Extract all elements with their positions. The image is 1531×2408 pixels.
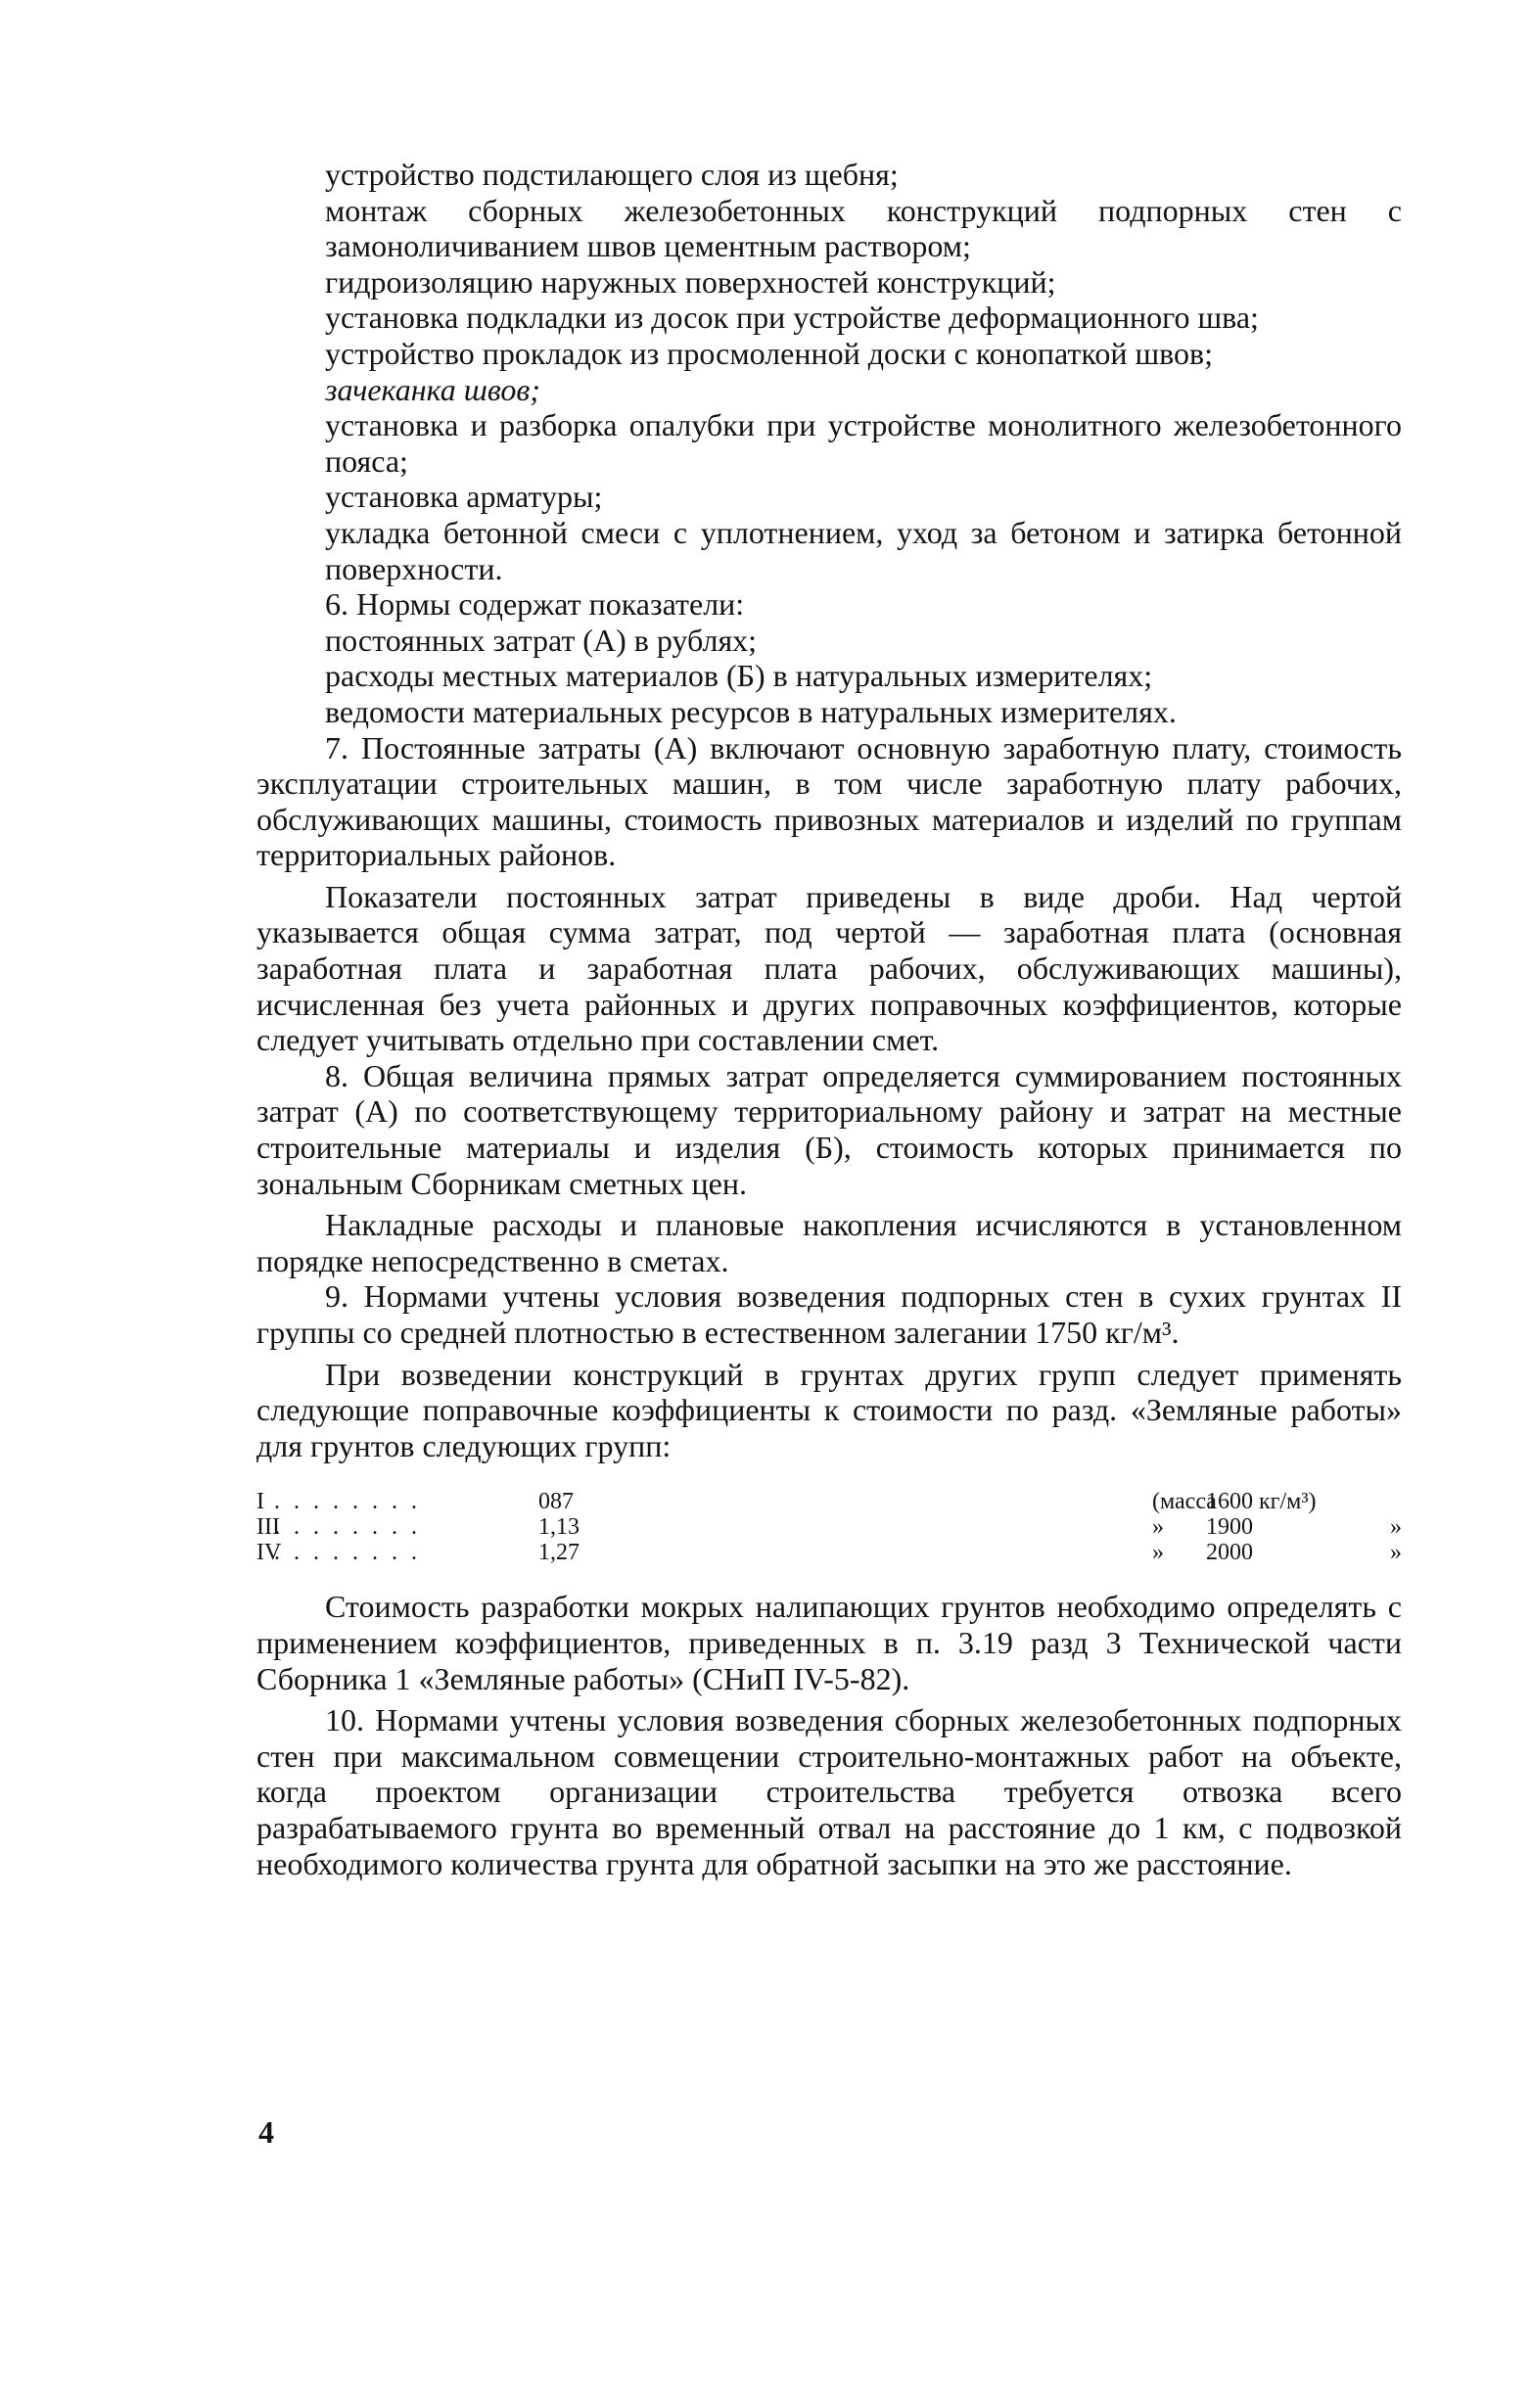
section-9-paragraph-2: При возведении конструкций в грунтах других групп следует применять следующие поправочные коэффициенты к стоимости по разд. «Земляные работы» для грунтов следующих групп: <box>256 1356 1402 1463</box>
list-item: расходы местных материалов (Б) в натуральных измерителях; <box>325 658 1153 694</box>
section-9-paragraph-3: Стоимость разработки мокрых налипающих грунтов необходимо определять с применением коэффициентов, приведенных в п. 3.19 разд 3 Технической части Сборника 1 «Земляные работы» (СНиП IV-5-82). <box>256 1589 1402 1696</box>
mass-value: 1900 <box>1206 1514 1253 1541</box>
leader-dots: . . . . . . . . <box>274 1489 421 1515</box>
leader-dots: . . . . . . . . <box>274 1540 421 1566</box>
coefficient-value: 1,13 <box>538 1514 580 1541</box>
ditto-mark: » <box>1390 1514 1402 1541</box>
list-item: установка и разборка опалубки при устройстве монолитного железобетонного пояса; <box>325 407 1402 479</box>
list-item: установка арматуры; <box>325 479 603 515</box>
ditto-mark: » <box>1152 1514 1164 1541</box>
table-row <box>256 1540 1402 1565</box>
group-name: III <box>256 1514 280 1541</box>
list-item: установка подкладки из досок при устройстве деформационного шва; <box>325 300 1259 336</box>
coefficient-table <box>256 1489 1402 1565</box>
section-10-paragraph: 10. Нормами учтены условия возведения сборных железобетонных подпорных стен при максимальном совмещении строительно-монтажных работ на объекте, когда проектом организации строительства требуется отвозка всего разрабатываемого грунта во временный отвал на расстояние до 1 км, с подвозкой необходимого количества грунта для обратной засыпки на это же расстояние. <box>256 1702 1402 1881</box>
coefficient-value: 1,27 <box>538 1540 580 1566</box>
mass-value: 2000 <box>1206 1540 1253 1566</box>
section-7-paragraph-2: Показатели постоянных затрат приведены в виде дроби. Над чертой указывается общая сумма затрат, под чертой — заработная плата (основная заработная плата и заработная плата рабочих, обслуживающих машины), исчисленная без учета районных и других поправочных коэффициентов, которые следует учитывать отдельно при составлении смет. <box>256 878 1402 1058</box>
list-item: гидроизоляцию наружных поверхностей конструкций; <box>325 263 1056 300</box>
section-8-paragraph: 8. Общая величина прямых затрат определяется суммированием постоянных затрат (А) по соответствующему территориальному району и затрат на местные строительные материалы и изделия (Б), стоимость которых принимается по зональным Сборникам сметных цен. <box>256 1057 1402 1201</box>
document-page <box>256 157 1402 1881</box>
list-item: зачеканка швов; <box>325 371 540 407</box>
list-item: ведомости материальных ресурсов в натуральных измерителях. <box>325 693 1177 729</box>
group-name: IV <box>256 1540 282 1566</box>
page-number: 4 <box>258 2114 274 2150</box>
section-7-paragraph: 7. Постоянные затраты (А) включают основную заработную плату, стоимость эксплуатации строительных машин, в том числе заработную плату рабочих, обслуживающих машины, стоимость привозных материалов и изделий по группам территориальных районов. <box>256 729 1402 873</box>
coefficient-value: 087 <box>538 1489 574 1515</box>
list-item: укладка бетонной смеси с уплотнением, уход за бетоном и затирка бетонной поверхности. <box>325 514 1402 586</box>
leader-dots: . . . . . . . . <box>274 1514 421 1541</box>
ditto-mark: » <box>1152 1540 1164 1566</box>
ditto-mark: » <box>1390 1540 1402 1566</box>
section-8-paragraph-2: Накладные расходы и плановые накопления исчисляются в установленном порядке непосредственно в сметах. <box>256 1207 1402 1278</box>
section-9-paragraph: 9. Нормами учтены условия возведения подпорных стен в сухих грунтах II группы со средней плотностью в естественном залегании 1750 кг/м³. <box>256 1278 1402 1350</box>
table-row <box>256 1489 1402 1514</box>
list-item: устройство подстилающего слоя из щебня; <box>325 157 899 192</box>
table-row <box>256 1514 1402 1540</box>
list-item: монтаж сборных железобетонных конструкций подпорных стен с замоноличиванием швов цементным раствором; <box>325 192 1402 264</box>
mass-value: 1600 кг/м³) <box>1206 1489 1317 1515</box>
mass-label: (масса <box>1152 1489 1217 1515</box>
list-item: постоянных затрат (А) в рублях; <box>325 622 758 658</box>
group-name: I <box>256 1489 264 1515</box>
ditto-mark <box>1353 1489 1402 1514</box>
list-item: устройство прокладок из просмоленной доски с конопаткой швов; <box>325 335 1213 371</box>
section-6-heading: 6. Нормы содержат показатели: <box>325 586 745 623</box>
